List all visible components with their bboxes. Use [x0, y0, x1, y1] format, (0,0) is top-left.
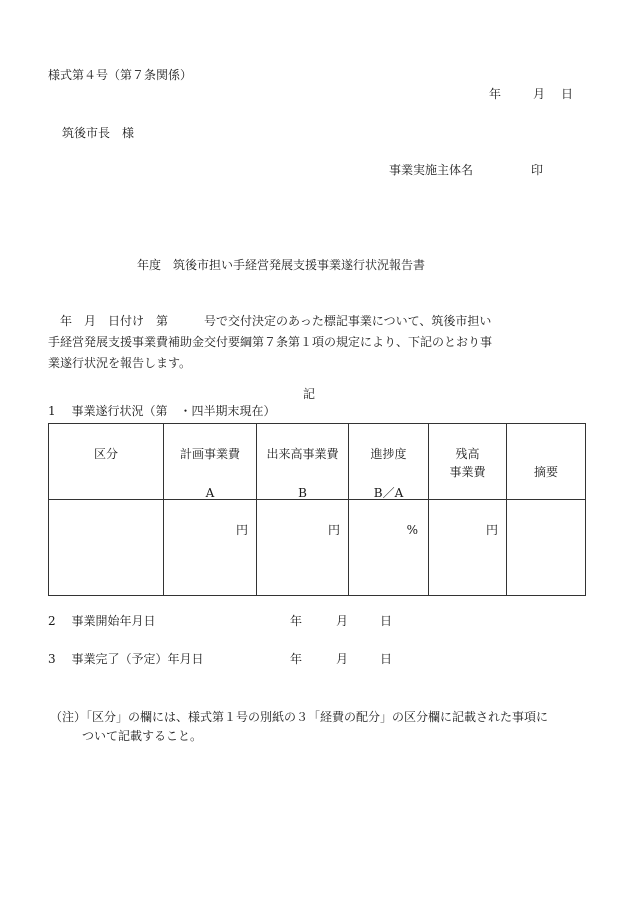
report-date: [489, 88, 573, 100]
section2-label: 2 事業開始年月日: [48, 614, 156, 628]
body-line: 手経営発展支援事業費補助金交付要綱第７条第１項の規定により、下記のとおり事: [48, 335, 493, 349]
header-done: 出来高事業費 B: [257, 424, 349, 500]
body-line: 年 月 日付け 第 号で交付決定のあった標記事業について、筑後市担い: [60, 314, 492, 328]
cell-remain[interactable]: 円: [429, 500, 507, 596]
note-line: （注）「区分」の欄には、様式第１号の別紙の３「経費の配分」の区分欄に記載された事項に: [50, 710, 549, 724]
cell-kubun[interactable]: [49, 500, 164, 596]
ki-heading: 記: [303, 387, 316, 401]
header-plan: 計画事業費 A: [164, 424, 257, 500]
applicant-label: 事業実施主体名: [389, 163, 474, 177]
progress-table: [48, 423, 586, 596]
cell-plan[interactable]: 円: [164, 500, 257, 596]
cell-done[interactable]: 円: [257, 500, 349, 596]
header-kubun: 区分: [49, 424, 164, 500]
date-day: 日: [561, 87, 574, 101]
date-year: 年: [489, 87, 502, 101]
addressee: 筑後市長 様: [62, 126, 135, 140]
seal-mark: 印: [531, 163, 544, 177]
header-remain: 残高 事業費: [429, 424, 507, 500]
date-month: 月: [533, 87, 546, 101]
section1-heading: 1 事業遂行状況（第 ・四半期末現在）: [48, 404, 276, 418]
section3-label: 3 事業完了（予定）年月日: [48, 652, 204, 666]
header-note: 摘要: [507, 424, 586, 500]
cell-progress[interactable]: %: [349, 500, 429, 596]
start-date[interactable]: 年 月 日: [290, 614, 393, 628]
body-line: 業遂行状況を報告します。: [48, 356, 192, 370]
cell-note[interactable]: [507, 500, 586, 596]
header-progress: 進捗度 B／A: [349, 424, 429, 500]
body-paragraph: [48, 311, 588, 374]
document-title: 年度 筑後市担い手経営発展支援事業遂行状況報告書: [137, 258, 426, 272]
note-line: ついて記載すること。: [82, 729, 203, 743]
end-date[interactable]: 年 月 日: [290, 652, 393, 666]
form-number: 様式第４号（第７条関係）: [48, 68, 193, 82]
